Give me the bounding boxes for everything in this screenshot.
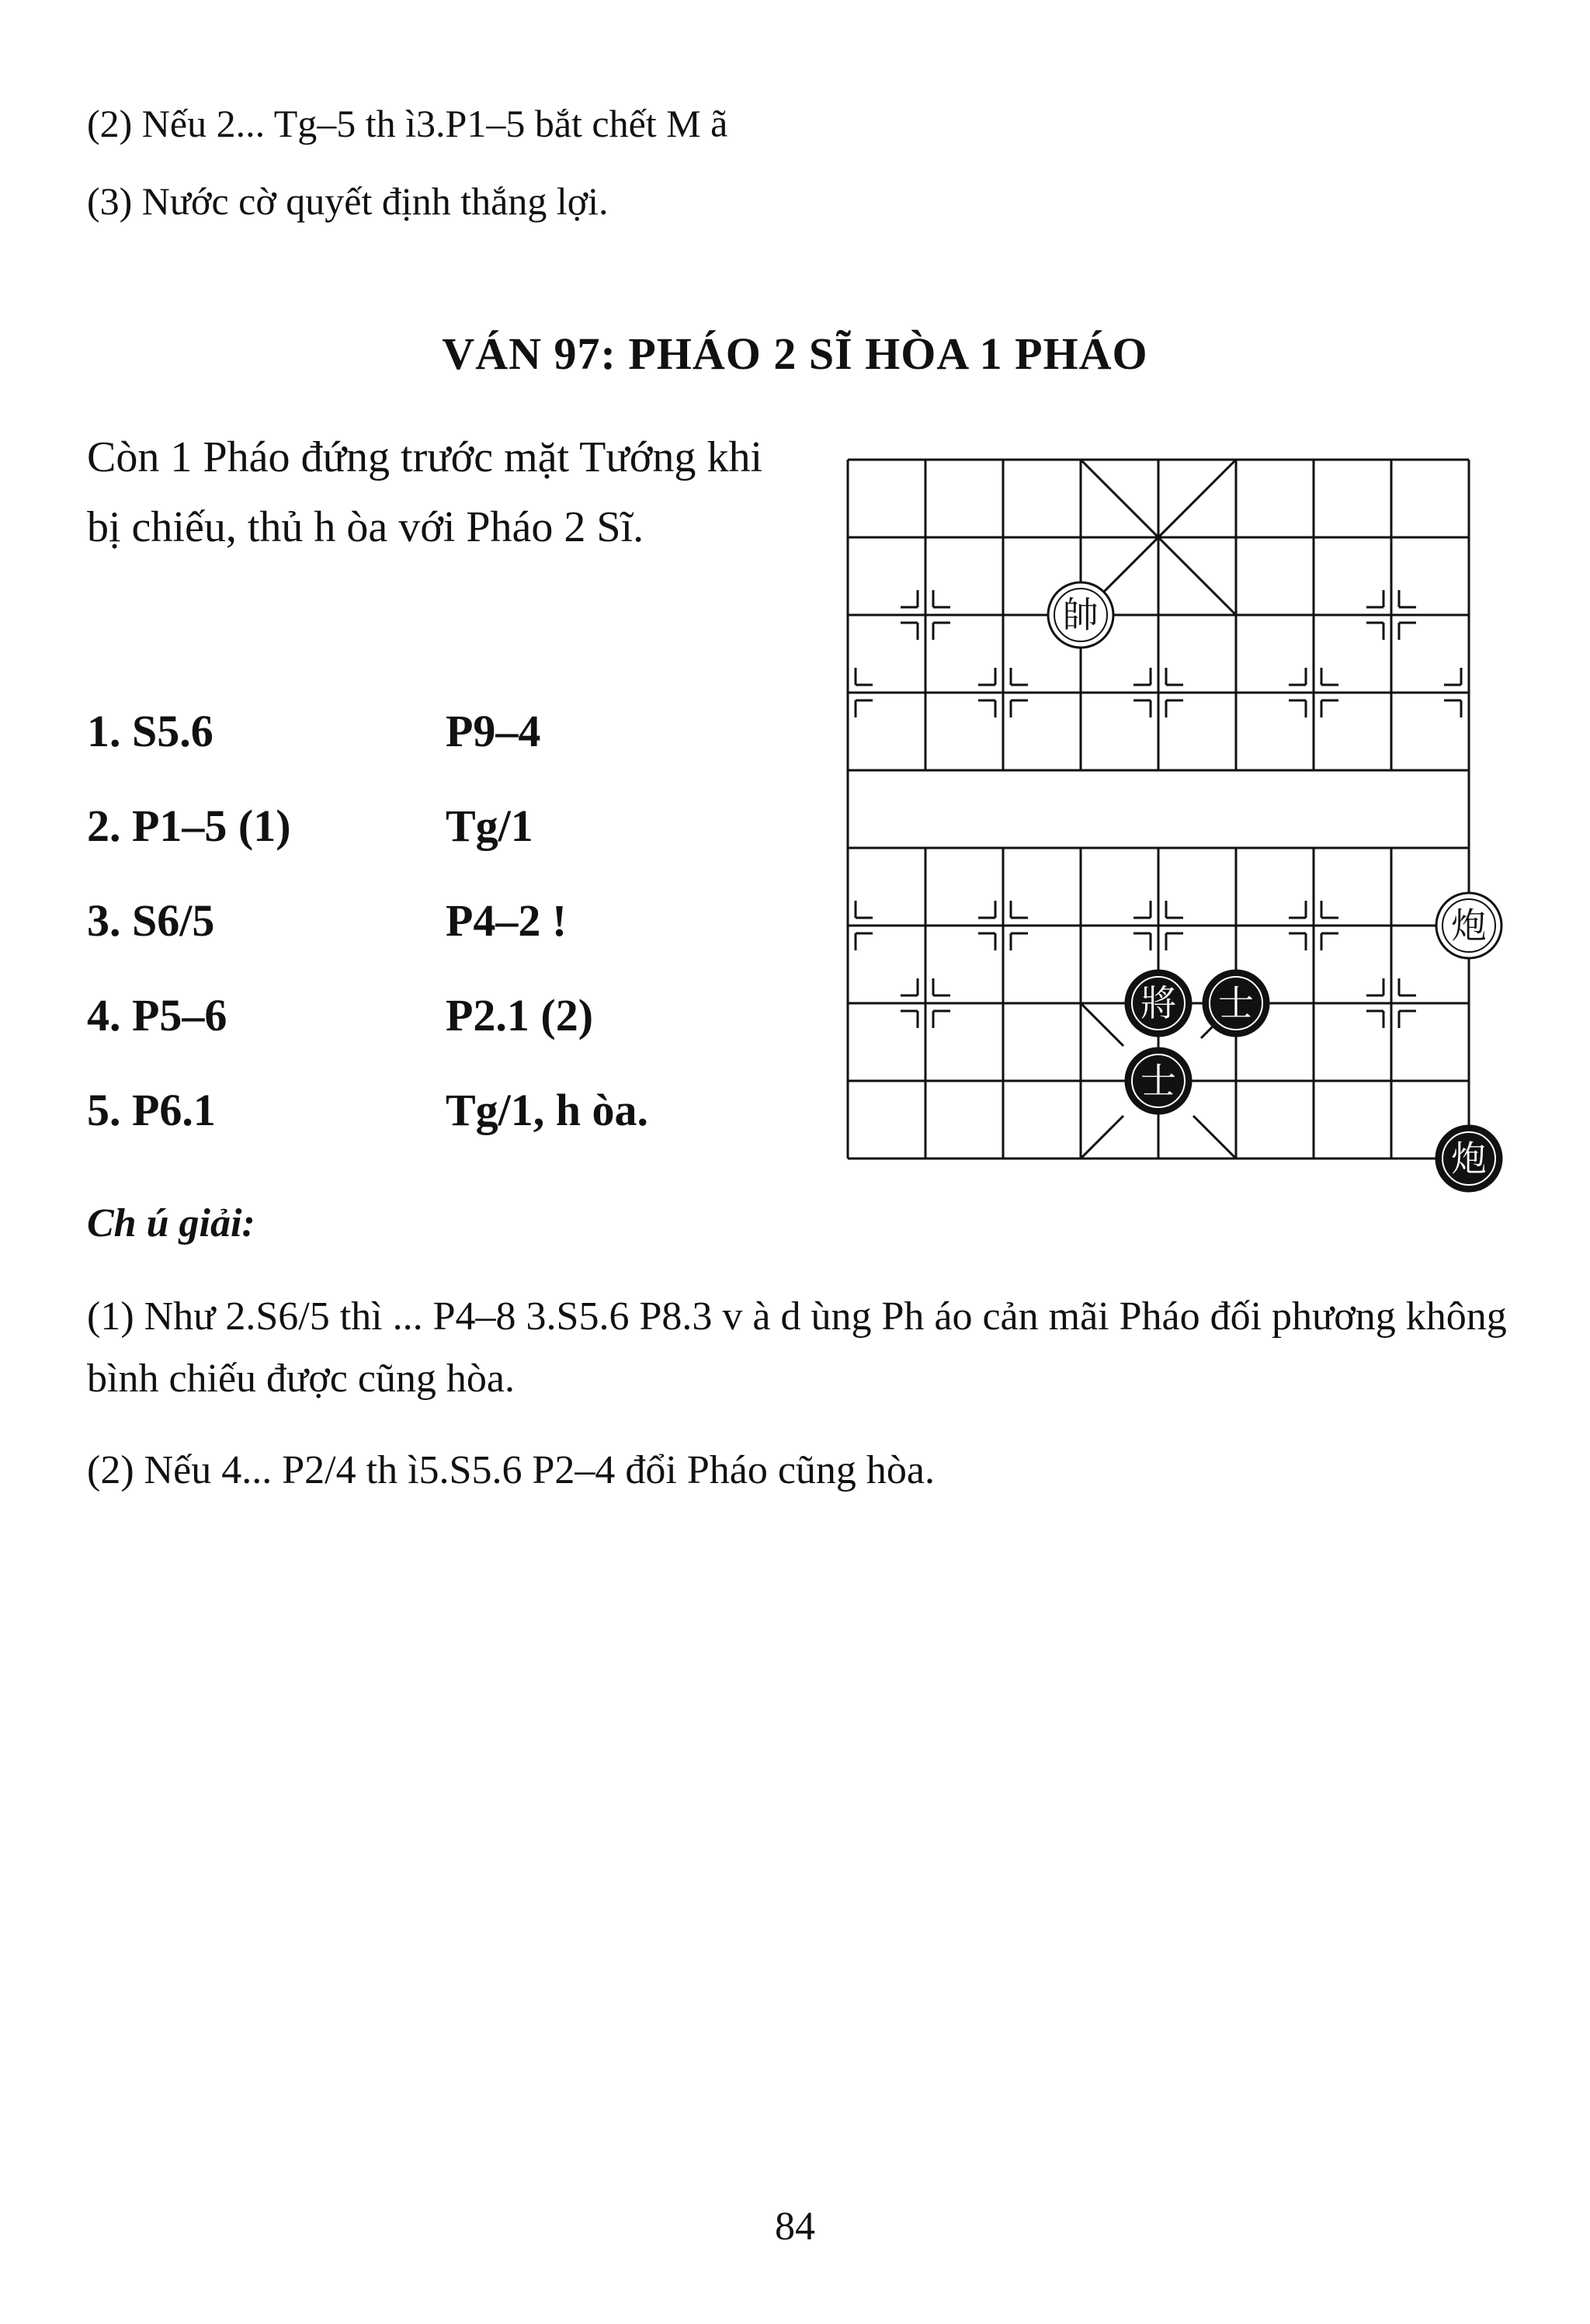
black-advisor-1-glyph: 士 <box>1218 982 1254 1024</box>
move-white-2: 2. P1–5 (1) <box>87 801 291 851</box>
move-black-4: P2.1 (2) <box>446 990 594 1040</box>
black-advisor-2-glyph: 士 <box>1140 1060 1176 1102</box>
note-1: (1) Như 2.S6/5 thì ... P4–8 3.S5.6 P8.3 v à d ùng Ph áo cản mãi Pháo đối phương không bình chiếu được cũng hòa. <box>87 1294 1507 1401</box>
black-cannon-piece <box>1436 1126 1501 1191</box>
move-white-3: 3. S6/5 <box>87 895 215 946</box>
palace-diagonal <box>1193 1116 1236 1159</box>
notes-heading: Ch ú giải: <box>87 1201 255 1245</box>
note-2: (2) Nếu 4... P2/4 th ì5.S5.6 P2–4 đổi Pháo cũng hòa. <box>87 1448 935 1492</box>
intro-paragraph: Còn 1 Pháo đứng trước mặt Tướng khi bị chiếu, thủ h òa với Pháo 2 Sĩ. <box>87 433 762 551</box>
move-white-4: 4. P5–6 <box>87 990 227 1040</box>
palace-diagonal <box>1081 1003 1123 1046</box>
black-advisor-1-piece <box>1203 971 1269 1036</box>
red-cannon-glyph: 炮 <box>1451 905 1487 947</box>
page-title: VÁN 97: PHÁO 2 SĨ HÒA 1 PHÁO <box>442 328 1148 379</box>
red-general-piece <box>1048 582 1113 648</box>
black-general-glyph: 將 <box>1140 982 1176 1024</box>
move-white-5: 5. P6.1 <box>87 1085 216 1135</box>
black-cannon-glyph: 炮 <box>1451 1138 1487 1179</box>
move-black-2: Tg/1 <box>446 801 533 851</box>
top-note-3: (3) Nước cờ quyết định thắng lợi. <box>87 179 609 223</box>
black-general-piece <box>1126 971 1191 1036</box>
palace-diagonal <box>1081 1116 1123 1159</box>
board-pieces <box>1048 582 1501 1191</box>
page-number: 84 <box>775 2204 815 2249</box>
move-black-1: P9–4 <box>446 706 541 756</box>
move-black-3: P4–2 ! <box>446 895 568 946</box>
red-cannon-piece <box>1436 893 1501 958</box>
top-note-2: (2) Nếu 2... Tg–5 th ì3.P1–5 bắt chết M ã <box>87 102 728 145</box>
black-advisor-2-piece <box>1126 1048 1191 1113</box>
move-white-1: 1. S5.6 <box>87 706 214 756</box>
move-black-5: Tg/1, h òa. <box>446 1085 649 1135</box>
red-general-glyph: 帥 <box>1063 594 1099 636</box>
